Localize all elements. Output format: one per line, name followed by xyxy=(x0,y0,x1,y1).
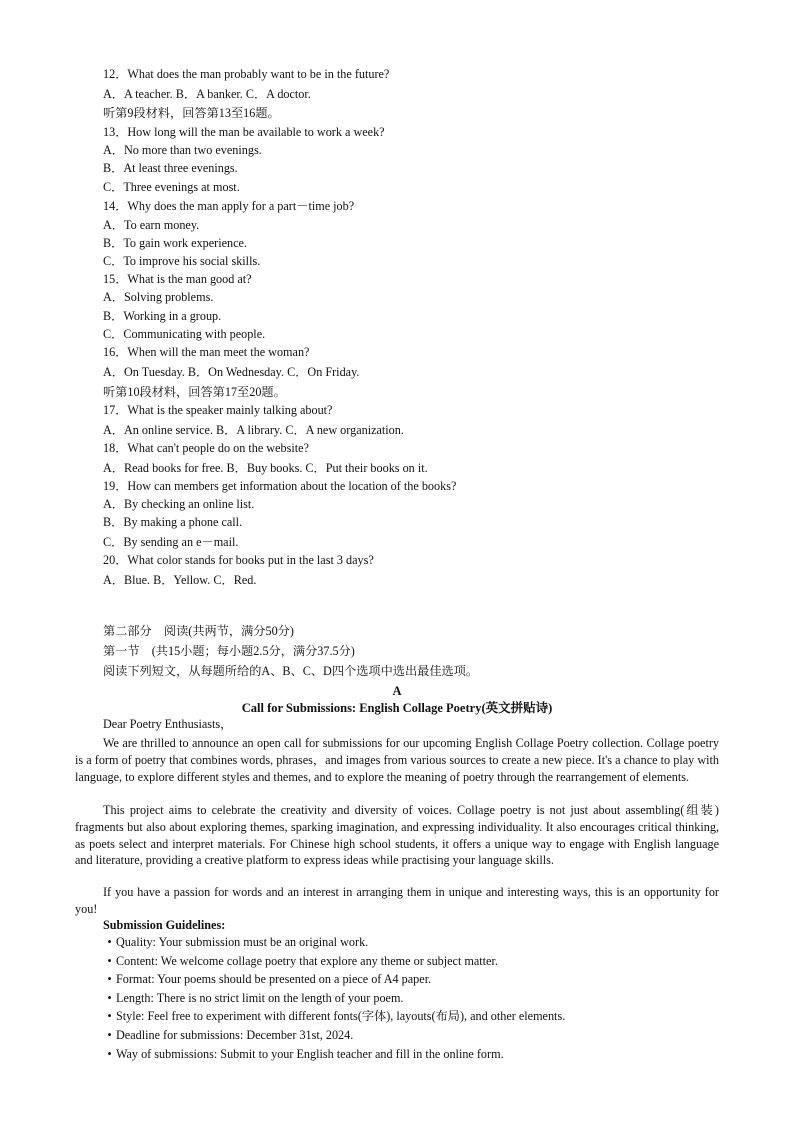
question-15-option-a: A．Solving problems. xyxy=(103,290,214,304)
guideline-item: • Deadline for submissions: December 31st, 2024. xyxy=(103,1026,565,1045)
question-18: 18．What can't people do on the website? xyxy=(103,441,309,455)
question-13-option-a: A．No more than two evenings. xyxy=(103,143,262,157)
question-19: 19．How can members get information about the location of the books? xyxy=(103,479,457,493)
question-19-option-a: A．By checking an online list. xyxy=(103,497,255,511)
guideline-item: • Style: Feel free to experiment with different fonts(字体), layouts(布局), and other elements. xyxy=(103,1007,565,1026)
guidelines-list xyxy=(103,933,565,1063)
question-19-option-c: C．By sending an e－mail. xyxy=(103,535,239,549)
question-20-options: A．Blue. B．Yellow. C．Red. xyxy=(103,573,257,587)
guideline-item: • Format: Your poems should be presented on a piece of A4 paper. xyxy=(103,970,565,989)
question-15-option-c: C．Communicating with people. xyxy=(103,327,266,341)
guideline-item: • Quality: Your submission must be an original work. xyxy=(103,933,565,952)
question-16: 16．When will the man meet the woman? xyxy=(103,345,310,359)
paragraph-1: We are thrilled to announce an open call for submissions for our upcoming English Collage Poetry collection. Collage poetry is a form of poetry that combines words, phrases，and images from various sources to create a new piece. It's a chance to play with language, to explore different styles and themes, and to explore the meaning of poetry through the rearrangement of elements. xyxy=(75,736,719,784)
paragraph-2: This project aims to celebrate the creativity and diversity of voices. Collage poetry is not just about assembling(组装) fragments but also about exploring themes, sparking imagination, and expressing individuality. It also encourages critical thinking, as poets select and interpret materials. For Chinese high school students, it offers a unique way to engage with English language and literature, providing a creative platform to express ideas while practising your language skills. xyxy=(75,803,719,868)
question-19-option-b: B．By making a phone call. xyxy=(103,515,243,529)
guideline-item: • Length: There is no strict limit on the length of your poem. xyxy=(103,989,565,1008)
question-12: 12．What does the man probably want to be in the future? xyxy=(103,67,390,81)
question-13-option-b: B．At least three evenings. xyxy=(103,161,238,175)
section-instruction-9: 听第9段材料，回答第13至16题。 xyxy=(103,106,280,120)
paragraph-3: If you have a passion for words and an interest in arranging them in unique and interesting ways, this is an opportunity for you! xyxy=(75,885,719,916)
question-18-options: A．Read books for free. B．Buy books. C．Put their books on it. xyxy=(103,461,428,475)
question-17-options: A．An online service. B．A library. C．A new organization. xyxy=(103,423,404,437)
question-13: 13．How long will the man be available to work a week? xyxy=(103,125,385,139)
section-instruction-10: 听第10段材料，回答第17至20题。 xyxy=(103,385,286,399)
reading-instruction: 阅读下列短文，从每题所给的A、B、C、D四个选项中选出最佳选项。 xyxy=(103,664,479,678)
question-20: 20．What color stands for books put in the last 3 days? xyxy=(103,553,374,567)
letter-greeting: Dear Poetry Enthusiasts， xyxy=(103,717,233,731)
question-16-options: A．On Tuesday. B．On Wednesday. C．On Friday. xyxy=(103,365,360,379)
question-14-option-c: C．To improve his social skills. xyxy=(103,254,261,268)
passage-title: Call for Submissions: English Collage Poetry(英文拼贴诗) xyxy=(241,701,553,715)
question-12-options: A．A teacher. B．A banker. C．A doctor. xyxy=(103,87,311,101)
passage-label: A xyxy=(392,684,402,698)
guidelines-title: Submission Guidelines: xyxy=(103,918,226,932)
question-13-option-c: C．Three evenings at most. xyxy=(103,180,240,194)
question-15: 15．What is the man good at? xyxy=(103,272,252,286)
question-14-option-b: B．To gain work experience. xyxy=(103,236,247,250)
question-14-option-a: A．To earn money. xyxy=(103,218,200,232)
guideline-item: • Content: We welcome collage poetry that explore any theme or subject matter. xyxy=(103,952,565,971)
question-17: 17．What is the speaker mainly talking about? xyxy=(103,403,333,417)
section-one-title: 第一节 (共15小题；每小题2.5分，满分37.5分) xyxy=(103,644,355,658)
question-15-option-b: B．Working in a group. xyxy=(103,309,222,323)
guideline-item: • Way of submissions: Submit to your English teacher and fill in the online form. xyxy=(103,1045,565,1064)
part-two-title: 第二部分 阅读(共两节，满分50分) xyxy=(103,624,294,638)
question-14: 14．Why does the man apply for a part－time job? xyxy=(103,199,355,213)
